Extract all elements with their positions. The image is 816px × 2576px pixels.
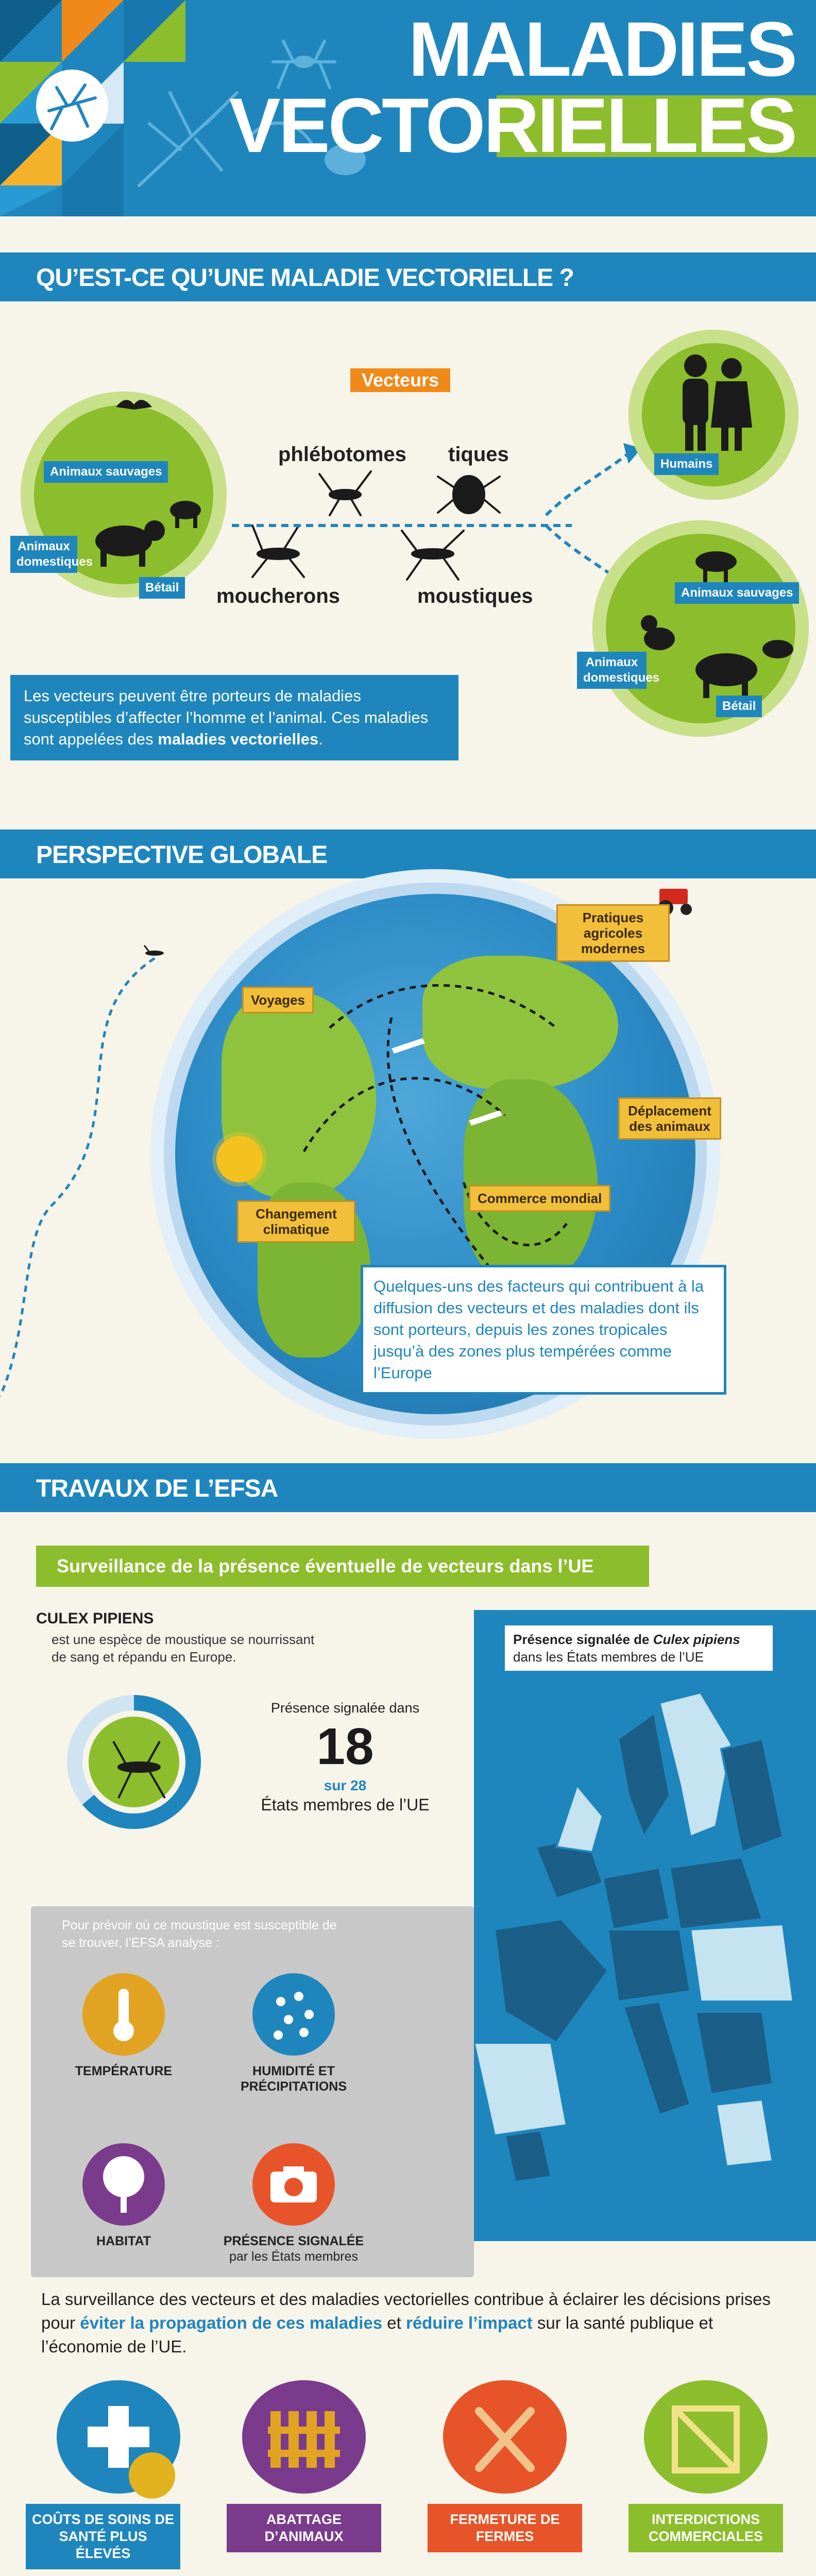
analysis-intro: Pour prévoir où ce moustique est susceptible de se trouver, l’EFSA analyse : (62, 1918, 337, 1950)
surveillance-statement (41, 2287, 793, 2359)
animals-silhouette-icon (77, 479, 211, 572)
section-heading-global: PERSPECTIVE GLOBALE (36, 841, 328, 869)
section-bar-efsa (0, 1463, 816, 1512)
definition-bold-term: maladies vectorielles (158, 730, 319, 748)
vectors-label: Vecteurs (350, 368, 450, 392)
section-bar-global (0, 829, 816, 878)
tag-climate: Changement climatique (237, 1200, 355, 1243)
europe-map (474, 1610, 816, 2241)
vector-midges: moucherons (216, 585, 341, 607)
label-humans: Humains (654, 453, 719, 475)
map-title-suffix: dans les États membres de l’UE (513, 1649, 704, 1665)
vector-sandflies: phlébotomes (278, 443, 406, 466)
impact-trade: INTERDICTIONS COMMERCIALES (628, 2504, 783, 2552)
section-heading-efsa: TRAVAUX DE L’EFSA (36, 1475, 278, 1502)
member-states-label: États membres de l’UE (261, 1795, 430, 1814)
crate-icon (644, 2380, 768, 2494)
factor-reported (216, 2233, 371, 2264)
label-wild-animals-left: Animaux sauvages (44, 461, 168, 483)
tag-travel: Voyages (242, 987, 314, 1013)
header-banner (0, 0, 816, 216)
tag-trade: Commerce mondial (469, 1185, 610, 1212)
culex-title: CULEX PIPIENS (36, 1610, 154, 1627)
map-title-prefix: Présence signalée de (513, 1632, 653, 1647)
tag-farming: Pratiques agricoles modernes (556, 904, 670, 962)
factor-temperature: TEMPÉRATURE (75, 2064, 173, 2078)
presence-count: 18 (316, 1718, 374, 1775)
impact-farms: FERMETURE DE FERMES (428, 2504, 582, 2552)
statement-text3: sur la santé publique et l’économie de l’UE. (41, 2313, 713, 2356)
label-livestock-left: Bétail (139, 577, 185, 599)
mosquito-sign-icon (21, 62, 124, 149)
label-livestock-right: Bétail (716, 696, 762, 717)
impact-health: COÛTS DE SOINS DE SANTÉ PLUS ÉLEVÉS (26, 2504, 180, 2569)
statement-highlight2: réduire l’impact (405, 2313, 533, 2332)
section-heading: QU’EST-CE QU’UNE MALADIE VECTORIELLE ? (36, 264, 574, 292)
label-wild-animals-right: Animaux sauvages (675, 582, 799, 604)
tools-icon (443, 2380, 567, 2494)
fence-icon (242, 2380, 366, 2494)
statement-highlight1: éviter la propagation de ces maladies (80, 2313, 383, 2332)
presence-donut (62, 1690, 206, 1834)
vector-ticks: tiques (448, 443, 509, 466)
impact-culling: ABATTAGE D’ANIMAUX (227, 2504, 381, 2552)
label-domestic-left: Animaux domestiques (10, 536, 77, 573)
section-bar-what-is (0, 252, 816, 301)
map-title-species: Culex pipiens (653, 1632, 740, 1647)
europe-countries-icon (474, 1682, 816, 2239)
definition-period: . (318, 730, 323, 748)
humidity-icon (252, 1973, 335, 2056)
habitat-icon (82, 2143, 165, 2226)
animals-right-silhouette-icon (613, 536, 798, 721)
definition-text: Les vecteurs peuvent être porteurs de maladies susceptibles d’affecter l’homme et l’animal. Ces maladies sont appelées des (24, 687, 429, 748)
coins-icon (129, 2452, 175, 2499)
surveillance-subheading: Surveillance de la présence éventuelle de vecteurs dans l’UE (36, 1546, 649, 1587)
factor-reported-bold: PRÉSENCE SIGNALÉE (223, 2234, 364, 2248)
humans-silhouette-icon (665, 350, 762, 453)
global-callout: Quelques-uns des facteurs qui contribuent à la diffusion des vecteurs et des maladies dont ils sont porteurs, depuis les zones tropicales jusqu’à des zones plus tempérées comme l’Europe (361, 1265, 726, 1395)
camera-icon (252, 2143, 335, 2226)
factor-reported-rest: par les États membres (229, 2249, 359, 2264)
label-domestic-right: Animaux domestiques (577, 652, 647, 689)
factor-habitat: HABITAT (96, 2234, 151, 2248)
page-title-line2: VECTORIELLES (229, 82, 795, 168)
statement-text2: et (382, 2313, 406, 2332)
flight-path-icon (0, 917, 170, 1406)
sun-icon (216, 1136, 263, 1182)
factor-humidity: HUMIDITÉ ET PRÉCIPITATIONS (240, 2064, 347, 2094)
map-title (505, 1625, 773, 1671)
temperature-icon (82, 1973, 165, 2056)
of-total: sur 28 (324, 1777, 367, 1793)
statement-text1: La surveillance des vecteurs et des maladies vectorielles contribue à éclairer les décisions prises pour (41, 2290, 771, 2332)
culex-info (36, 1610, 407, 1666)
vector-disease-definition (10, 675, 458, 760)
vectors-insects-icon (222, 464, 582, 587)
page-title-line1: MALADIES (408, 6, 795, 92)
presence-label: Présence signalée dans (270, 1700, 420, 1716)
culex-description: est une espèce de moustique se nourrissant de sang et répandu en Europe. (52, 1632, 315, 1665)
tag-animal-movement: Déplacement des animaux (618, 1097, 721, 1140)
vector-mosquitoes: moustiques (417, 585, 533, 607)
bird-icon (113, 392, 155, 417)
